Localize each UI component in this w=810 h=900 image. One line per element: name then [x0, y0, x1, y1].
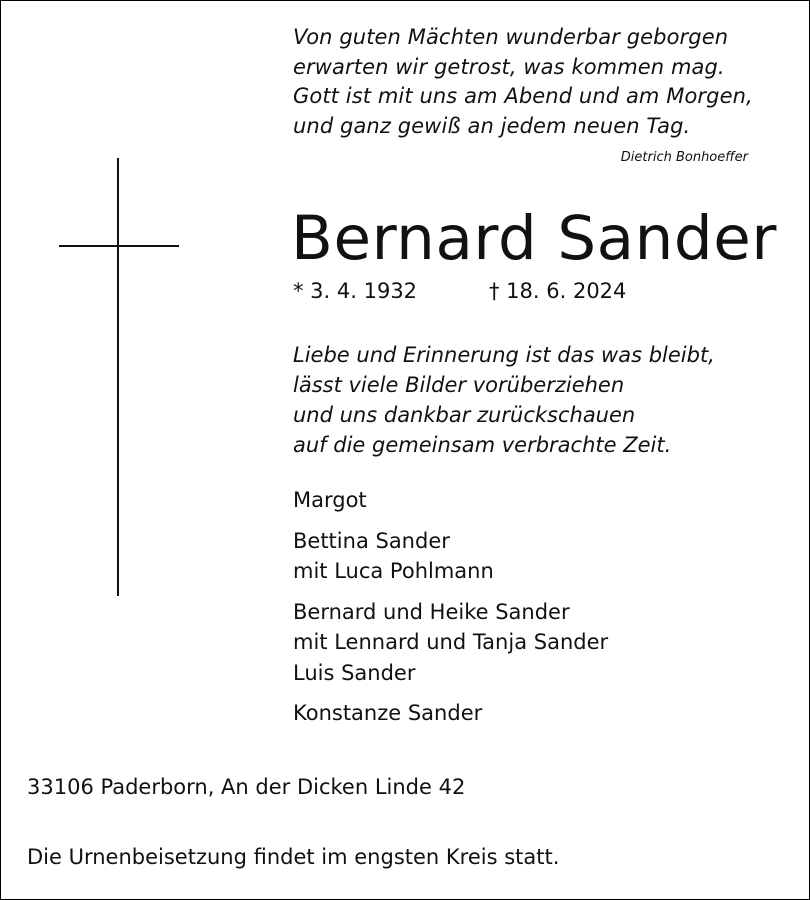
mourner-name: Bernard und Heike Sander [293, 599, 570, 624]
burial-notice: Die Urnenbeisetzung findet im engsten Kreis statt. [27, 845, 560, 869]
mourner-group [293, 485, 608, 516]
mourner-group [293, 597, 608, 689]
mourner-group [293, 698, 608, 729]
verse-line: auf die gemeinsam verbrachte Zeit. [293, 433, 672, 457]
birth-date: * 3. 4. 1932 [293, 279, 418, 303]
mourner-name: Konstanze Sander [293, 701, 483, 725]
family-address: 33106 Paderborn, An der Dicken Linde 42 [27, 775, 466, 799]
deceased-name: Bernard Sander [291, 203, 778, 274]
death-date: † 18. 6. 2024 [489, 279, 627, 303]
cross-vertical-bar [117, 158, 119, 596]
epigraph-poem [293, 23, 753, 141]
mourner-name: mit Luca Pohlmann [293, 559, 494, 583]
epigraph-line: Von guten Mächten wunderbar geborgen [293, 25, 729, 49]
mourner-name: Margot [293, 488, 367, 512]
epigraph-line: erwarten wir getrost, was kommen mag. [293, 54, 725, 79]
cross-horizontal-bar [59, 245, 179, 247]
mourner-name: Luis Sander [293, 660, 416, 685]
mourner-name: mit Lennard und Tanja Sander [293, 630, 609, 654]
verse-line: Liebe und Erinnerung ist das was bleibt, [293, 343, 715, 367]
verse-line: lässt viele Bilder vorüberziehen [293, 373, 625, 397]
epigraph-line: Gott ist mit uns am Abend und am Morgen, [293, 84, 753, 108]
epigraph-author: Dietrich Bonhoeffer [620, 150, 748, 165]
cross-icon [59, 158, 179, 596]
mourner-group [293, 526, 608, 587]
epigraph-line: und ganz gewiß an jedem neuen Tag. [293, 113, 691, 138]
mourners-list [293, 485, 608, 739]
memorial-verse [293, 340, 715, 460]
mourner-name: Bettina Sander [293, 528, 450, 553]
verse-line: und uns dankbar zurückschauen [293, 403, 636, 427]
life-dates [293, 279, 627, 303]
